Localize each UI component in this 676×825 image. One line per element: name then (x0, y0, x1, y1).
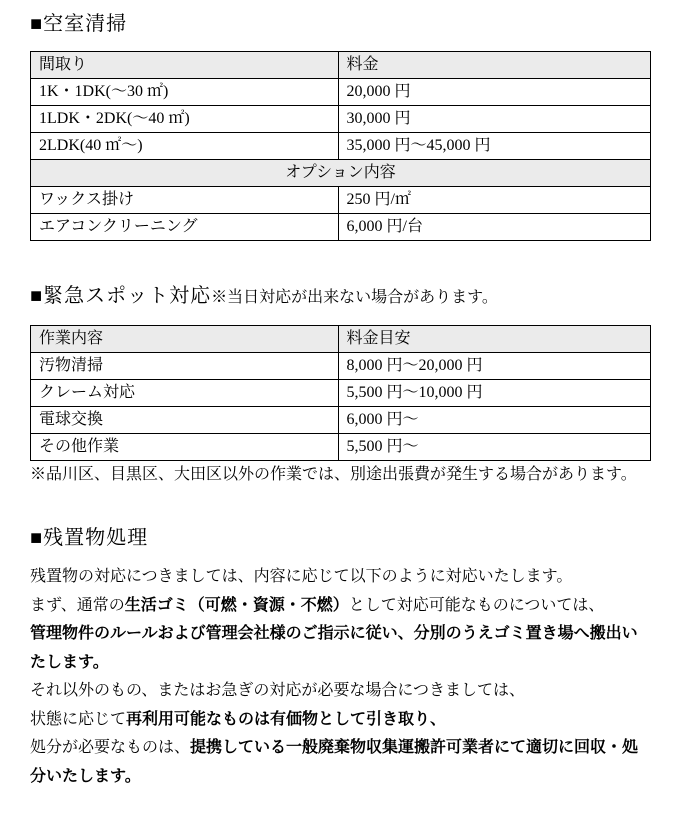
table-value-cell: 6,000 円/台 (338, 214, 650, 241)
table-header-cell: 料金 (338, 52, 650, 79)
table-value-cell: 6,000 円～ (338, 407, 650, 434)
table-label-cell: 電球交換 (31, 407, 339, 434)
section-vacant-cleaning (30, 10, 651, 241)
table-header-row (31, 326, 651, 353)
table-label-cell: ワックス掛け (31, 187, 339, 214)
table-value-cell: 5,500 円～10,000 円 (338, 380, 650, 407)
table-value-cell: 30,000 円 (338, 106, 650, 133)
section-title-emergency-spot (30, 282, 651, 312)
paragraph-line (30, 620, 651, 677)
table-header-cell: 間取り (31, 52, 339, 79)
table-label-cell: エアコンクリーニング (31, 214, 339, 241)
section-emergency-spot (30, 282, 651, 486)
table-label-cell: 1LDK・2DK(～40 ㎡) (31, 106, 339, 133)
paragraph-text: 状態に応じて (30, 710, 127, 728)
table-row (31, 79, 651, 106)
table-value-cell: 250 円/㎡ (338, 187, 650, 214)
section-title-text: ■緊急スポット対応 (30, 285, 212, 307)
section-leftover-disposal (30, 524, 651, 791)
paragraph-text-bold: 管理物件のルールおよび管理会社様のご指示に従い、分別のうえゴミ置き場へ搬出いたします。 (30, 625, 638, 671)
paragraph-text-bold: 生活ゴミ（可燃・資源・不燃） (124, 596, 349, 614)
table-value-cell: 5,500 円～ (338, 434, 650, 461)
table-header-cell: 料金目安 (338, 326, 650, 353)
table-value-cell: 8,000 円～20,000 円 (338, 353, 650, 380)
table-header-row (31, 52, 651, 79)
table-label-cell: クレーム対応 (31, 380, 339, 407)
table-row (31, 106, 651, 133)
paragraph-text-bold: 提携している一般廃棄物収集運搬許可業者にて適切に回収・処分いたします。 (30, 739, 639, 785)
paragraph-line (30, 563, 651, 592)
paragraph-text: 残置物の対応につきましては、内容に応じて以下のように対応いたします。 (30, 568, 573, 585)
emergency-footnote: ※品川区、目黒区、大田区以外の作業では、別途出張費が発生する場合があります。 (30, 466, 637, 483)
table-row (31, 187, 651, 214)
section-title-text: ■残置物処理 (30, 527, 149, 549)
paragraph-line (30, 677, 651, 706)
option-header-cell: オプション内容 (31, 160, 651, 187)
table-row (31, 353, 651, 380)
table-header-cell: 作業内容 (31, 326, 339, 353)
emergency-spot-price-table (30, 325, 651, 461)
paragraph-text: 処分が必要なものは、 (30, 739, 191, 756)
table-row (31, 434, 651, 461)
section-title-leftover-disposal (30, 524, 651, 552)
table-row (31, 133, 651, 160)
paragraph-text-bold: 再利用可能なものは有価物として引き取り、 (126, 710, 447, 728)
disposal-paragraph (30, 563, 651, 791)
table-row (31, 407, 651, 434)
table-label-cell: 2LDK(40 ㎡～) (31, 133, 339, 160)
option-header-row (31, 160, 651, 187)
section-title-text: ■空室清掃 (30, 13, 128, 35)
section-title-vacant-cleaning (30, 10, 651, 38)
paragraph-line (30, 592, 651, 621)
paragraph-line (30, 734, 651, 791)
table-label-cell: 汚物清掃 (31, 353, 339, 380)
table-value-cell: 20,000 円 (338, 79, 650, 106)
table-row (31, 380, 651, 407)
vacant-cleaning-table-body (31, 52, 651, 241)
vacant-cleaning-price-table (30, 51, 651, 241)
table-label-cell: 1K・1DK(～30 ㎡) (31, 79, 339, 106)
paragraph-text: まず、通常の (30, 596, 125, 614)
emergency-spot-table-body (31, 326, 651, 461)
table-row (31, 214, 651, 241)
paragraph-text: それ以外のもの、またはお急ぎの対応が必要な場合につきましては、 (30, 682, 526, 699)
paragraph-line (30, 706, 651, 735)
section-title-note: ※当日対応が出来ない場合があります。 (211, 289, 498, 306)
table-value-cell: 35,000 円～45,000 円 (338, 133, 650, 160)
paragraph-text: として対応可能なものについては、 (348, 596, 605, 614)
table-label-cell: その他作業 (31, 434, 339, 461)
